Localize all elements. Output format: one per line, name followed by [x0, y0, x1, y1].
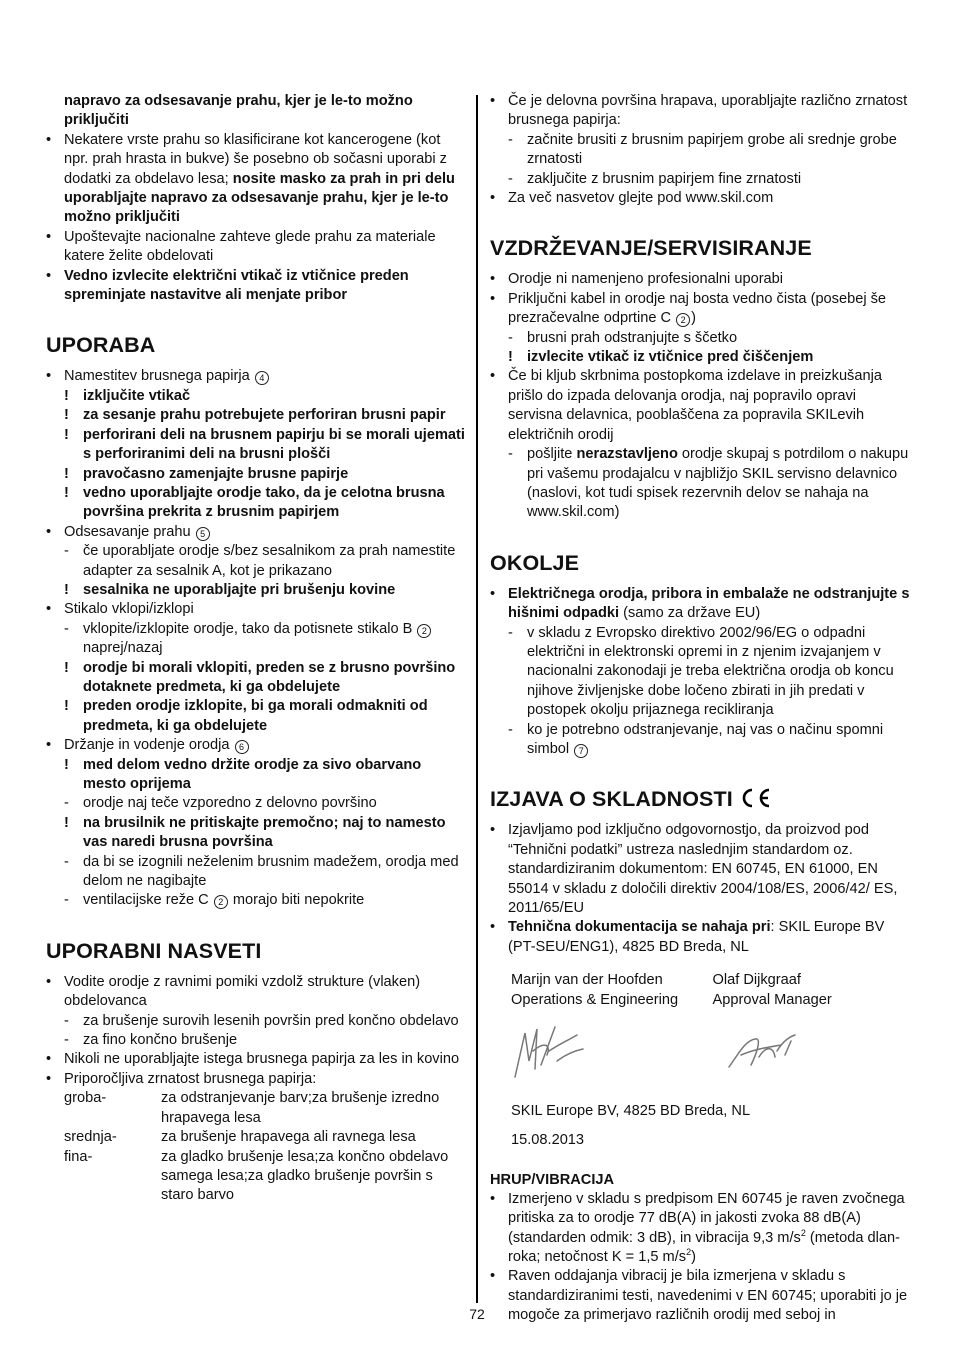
list-item: • Nikoli ne uporabljajte istega brusnega papirja za les in kovino [46, 1050, 468, 1069]
list-item: • Tehnična dokumentacija se nahaja pri: SKIL Europe BV (PT-SEU/ENG1), 4825 BD Breda, NL [490, 918, 914, 957]
dash-item: - za fino končno brušenje [46, 1031, 468, 1050]
dash-item: - če uporabljate orodje s/bez sesalnikom za prah namestite adapter za sesalnik A, kot je prikazano [46, 542, 468, 581]
list-item: • Držanje in vodenje orodja 6 [46, 736, 468, 755]
dash-item: - zaključite z brusnim papirjem fine zrnatosti [490, 170, 914, 189]
warning-item: ! sesalnika ne uporabljajte pri brušenju kovine [46, 581, 468, 600]
figure-ref: 6 [235, 740, 249, 754]
figure-ref: 5 [196, 527, 210, 541]
figure-ref: 7 [574, 744, 588, 758]
list-item: • Orodje ni namenjeno profesionalni uporabi [490, 270, 914, 289]
warning-item: ! orodje bi morali vklopiti, preden se z brusno površino dotaknete predmeta, ki ga obdelujete [46, 659, 468, 698]
grit-row: srednja- za brušenje hrapavega ali ravnega lesa [64, 1129, 416, 1146]
figure-ref: 2 [676, 313, 690, 327]
list-item: • Za več nasvetov glejte pod www.skil.com [490, 189, 914, 208]
warning-item: ! med delom vedno držite orodje za sivo obarvano mesto oprijema [46, 756, 468, 795]
dash-item: - orodje naj teče vzporedno z delovno površino [46, 794, 468, 813]
signature-2-image [725, 1027, 805, 1077]
right-column [490, 92, 914, 1326]
figure-ref: 4 [255, 371, 269, 385]
warning-item: ! na brusilnik ne pritiskajte premočno; naj to namesto vas naredi brusna površina [46, 814, 468, 853]
intro-bold-text: napravo za odsesavanje prahu, kjer je le-to možno priključiti [64, 93, 413, 129]
warning-item: ! perforirani deli na brusnem papirju bi se morali ujemati s perforiranimi deli na brusni plošči [46, 426, 468, 465]
list-item: • Upoštevajte nacionalne zahteve glede prahu za materiale katere želite obdelovati [46, 228, 468, 267]
list-item: • Vedno izvlecite električni vtikač iz vtičnice preden spreminjate nastavitve ali menjate pribor [46, 267, 468, 306]
list-item: • Namestitev brusnega papirja 4 [46, 367, 468, 386]
list-item: • Odsesavanje prahu 5 [46, 523, 468, 542]
signature-date: 15.08.2013 [511, 1132, 585, 1149]
list-item: • Če bi kljub skrbnima postopkoma izdelave in preizkušanja prišlo do izpada delovanja orodja, naj popravilo opravi servisna delavnica, pooblaščena za popravila SKILevih električnih orodij [490, 367, 914, 445]
signatory-1: Marijn van der Hoofden Operations & Engineering [511, 972, 679, 1008]
list-item: • Stikalo vklopi/izklopi [46, 600, 468, 619]
dash-item: - za brušenje surovih lesenih površin pred končno obdelavo [46, 1012, 468, 1031]
signatory-2: Olaf Dijkgraaf Approval Manager [712, 972, 832, 1008]
signature-block [490, 971, 914, 1151]
heading-izjava: IZJAVA O SKLADNOSTI [490, 787, 914, 811]
list-item: • Raven oddajanja vibracij je bila izmerjena v skladu s standardiziranimi testi, navedenimi v EN 60745; uporabiti jo je mogoče za primerjavo različnih orodij med seboj in [490, 1267, 914, 1325]
column-divider [476, 95, 478, 1303]
heading-hrup: HRUP/VIBRACIJA [490, 1171, 615, 1188]
figure-ref: 2 [214, 895, 228, 909]
ce-mark-icon [739, 788, 773, 808]
dash-item: - začnite brusiti z brusnim papirjem grobe ali srednje grobe zrnatosti [490, 131, 914, 170]
heading-okolje: OKOLJE [490, 550, 580, 575]
heading-uporaba: UPORABA [46, 333, 156, 358]
dash-item: - ventilacijske reže C 2 morajo biti nepokrite [46, 891, 468, 910]
dash-item: - brusni prah odstranjujte s ščetko [490, 329, 914, 348]
heading-uporabni-nasveti: UPORABNI NASVETI [46, 938, 262, 963]
dash-item: - pošljite nerazstavljeno orodje skupaj s potrdilom o nakupu pri vašemu prodajalcu v najbližjo SKIL servisno delavnico (naslovi, kot tudi spisek rezervnih delov se nahaja na www.skil.com) [490, 445, 914, 523]
dash-item: - ko je potrebno odstranjevanje, naj vas o načinu spomni simbol 7 [490, 721, 914, 760]
list-item: • Električnega orodja, pribora in embalaže ne odstranjujte s hišnimi odpadki (samo za države EU) [490, 585, 914, 624]
list-item: • Če je delovna površina hrapava, uporabljajte različno zrnatost brusnega papirja: [490, 92, 914, 131]
warning-item: ! pravočasno zamenjajte brusne papirje [46, 465, 468, 484]
warning-item: ! izključite vtikač [46, 387, 468, 406]
dash-item: - vklopite/izklopite orodje, tako da potisnete stikalo B 2 naprej/nazaj [46, 620, 468, 659]
grit-row: fina- za gladko brušenje lesa;za končno obdelavo samega lesa;za gladko brušenje površin s staro barvo [64, 1148, 449, 1204]
heading-vzdrzevanje: VZDRŽEVANJE/SERVISIRANJE [490, 236, 812, 261]
left-column [46, 92, 468, 1206]
grit-row: groba- za odstranjevanje barv;za brušenje izredno hrapavega lesa [64, 1090, 440, 1126]
list-item: • Izmerjeno v skladu s predpisom EN 60745 je raven zvočnega pritiska za to orodje 77 dB(A) in jakosti zvoka 88 dB(A) (standarden odmik: 3 dB), in vibracija 9,3 $m/s^2$ (metoda dlan-roka; netočnost K = 1,5 $m/s^2$) [490, 1190, 914, 1268]
dash-item: - da bi se izognili neželenim brusnim madežem, orodja med delom ne nagibajte [46, 853, 468, 892]
list-item: • Priključni kabel in orodje naj bosta vedno čista (posebej še prezračevalne odprtine C 2 ) [490, 290, 914, 329]
list-item: • Vodite orodje z ravnimi pomiki vzdolž strukture (vlaken) obdelovanca [46, 973, 468, 1012]
company-address: SKIL Europe BV, 4825 BD Breda, NL [511, 1103, 751, 1120]
warning-item: ! preden orodje izklopite, bi ga morali odmakniti od predmeta, ki ga obdelujete [46, 697, 468, 736]
list-item: • Nekatere vrste prahu so klasificirane kot kancerogene (kot npr. prah hrasta in bukve) še posebno ob sočasni uporabi z dodatki za obdelavo lesa; nosite masko za prah in pri delu uporabljajte napravo za odsesavanje prahu, kjer je le-to možno priključiti [46, 131, 468, 228]
signature-1-image [511, 1021, 591, 1083]
warning-item: ! vedno uporabljajte orodje tako, da je celotna brusna površina prekrita z brusnim papirjem [46, 484, 468, 523]
list-item: • Priporočljiva zrnatost brusnega papirja: [46, 1070, 468, 1089]
list-item: • Izjavljamo pod izključno odgovornostjo, da proizvod pod “Tehnični podatki” ustreza naslednjim standardom oz. standardiziranim dokumentom: EN 60745, EN 61000, EN 55014 v skladu z določili direktiv 2004/108/ES, 2006/42/ ES, 2011/65/EU [490, 821, 914, 918]
dash-item: - v skladu z Evropsko direktivo 2002/96/EG o odpadni električni in elektronski opremi in z njenim izvajanjem v nacionalni zakonodaji je treba električna orodja ob koncu njihove življenjske dobe ločeno zbirati in jih predati v postopek okolju prijaznega recikliranja [490, 624, 914, 721]
page-number: 72 [469, 1306, 485, 1322]
warning-item: ! za sesanje prahu potrebujete perforiran brusni papir [46, 406, 468, 425]
warning-item: ! izvlecite vtikač iz vtičnice pred čiščenjem [490, 348, 914, 367]
figure-ref: 2 [417, 624, 431, 638]
